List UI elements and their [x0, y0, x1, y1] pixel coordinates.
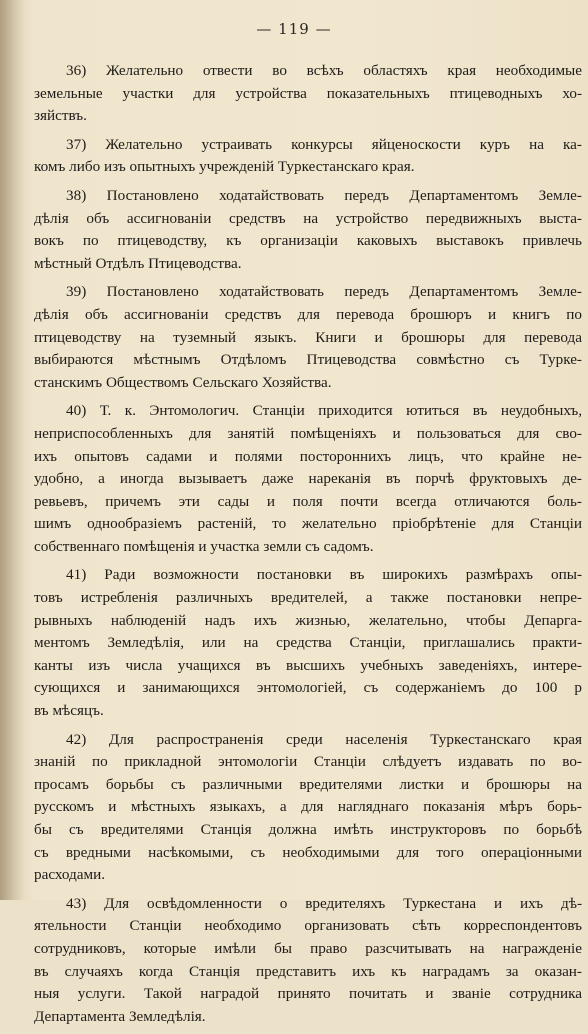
- text-line: вокъ по птицеводству, къ организаціи каковыхъ выставокъ привлечь: [34, 232, 582, 250]
- text-line: расходами.: [34, 866, 106, 884]
- text-line: земельные участки для устройства показательныхъ птицеводныхъ хо-: [34, 84, 582, 102]
- paragraph: [34, 134, 582, 179]
- text-line: въ случаяхъ когда Станція представитъ ихъ къ наградамъ за оказан-: [34, 962, 582, 980]
- text-line: станскимъ Обществомъ Сельскаго Хозяйства.: [34, 373, 332, 391]
- text-line: бы съ вредителями Станція должна имѣть инструкторовъ по борьбѣ: [34, 821, 582, 838]
- text-line: ментомъ Земледѣлія, или на средства Станціи, приглашались практи-: [34, 634, 582, 652]
- text-line: русскомъ и мѣстныхъ языкахъ, а для нагляднаго показанія мѣръ борь-: [34, 798, 582, 816]
- text-line: неприспособленныхъ для занятій помѣщеніяхъ и пользоваться для сво-: [34, 424, 582, 442]
- paragraph: [34, 564, 582, 722]
- paragraph: [34, 185, 582, 275]
- text-line: шимъ однообразіемъ растеній, то желательно пріобрѣтеніе для Станціи: [34, 515, 582, 533]
- text-line: ревьевъ, причемъ эти сады и поля почти всегда отличаются боль-: [34, 492, 582, 510]
- text-line: рывныхъ наблюденій надъ ихъ жизнью, желательно, чтобы Депарга-: [34, 611, 582, 629]
- text-line: 40) Т. к. Энтомологич. Станціи приходится ютиться въ неудобныхъ,: [66, 402, 582, 420]
- page-number: — 119 —: [256, 20, 332, 38]
- paragraph: [34, 60, 582, 128]
- text-line: 41) Ради возможности постановки въ широкихъ размѣрахъ опы-: [66, 566, 582, 584]
- text-line: 36) Желательно отвести во всѣхъ областяхъ края необходимые: [66, 62, 582, 79]
- text-line: ятельности Станціи необходимо организовать сѣть корреспондентовъ: [34, 917, 582, 935]
- text-line: 42) Для распространенія среди населенія Туркестанскаго края: [66, 730, 582, 748]
- text-line: сующихся и занимающихся энтомологіей, съ содержаніемъ до 100 р: [34, 679, 582, 697]
- text-line: мѣстный Отдѣлъ Птицеводства.: [34, 254, 242, 272]
- paragraph: [34, 281, 582, 394]
- paragraph: [34, 893, 582, 1029]
- text-line: сотрудниковъ, которые имѣли бы право разсчитывать на награжденіе: [34, 939, 582, 957]
- text-line: съ вредными насѣкомыми, съ необходимыми для того операціонными: [34, 843, 582, 861]
- text-line: дѣлія объ ассигнованіи средствъ для перевода брошюръ и книгъ по: [34, 305, 582, 323]
- text-line: 38) Постановлено ходатайствовать передъ Департаментомъ Земле-: [66, 186, 582, 204]
- text-line: 43) Для освѣдомленности о вредителяхъ Туркестана и ихъ дѣ-: [66, 894, 582, 912]
- text-line: ныя услуги. Такой наградой принято почитать и званіе сотрудника: [34, 985, 582, 1003]
- text-line: комъ либо изъ опытныхъ учрежденій Туркестанскаго края.: [34, 158, 415, 176]
- text-line: птицеводству на туземный языкъ. Книги и брошюры для перевода: [34, 328, 582, 346]
- text-line: 39) Постановлено ходатайствовать передъ Департаментомъ Земле-: [66, 283, 582, 301]
- text-line: просамъ борьбы съ различными вредителями листки и брошюры на: [34, 775, 582, 793]
- text-line: ихъ опытовъ садами и полями постороннихъ лицъ, что крайне не-: [34, 447, 582, 465]
- text-line: товъ истребленія различныхъ вредителей, а также постановки непре-: [34, 589, 582, 607]
- text-line: дѣлія объ ассигнованіи средствъ на устройство передвижныхъ выста-: [34, 209, 582, 227]
- text-line: Департамента Земледѣлія.: [34, 1007, 206, 1025]
- page-body: [34, 60, 582, 1034]
- text-line: 37) Желательно устраивать конкурсы яйценоскости куръ на ка-: [66, 135, 582, 153]
- text-line: канты изъ числа учащихся въ высшихъ учебныхъ заведеніяхъ, интере-: [34, 656, 582, 674]
- gutter-shadow: [0, 0, 24, 900]
- text-line: собственнаго помѣщенія и участка земли съ садомъ.: [34, 537, 374, 555]
- text-line: удобно, а иногда вызываетъ даже нареканія въ порчѣ фруктовыхъ де-: [34, 470, 582, 488]
- text-line: зяйствъ.: [34, 107, 87, 125]
- text-line: знаній по прикладной энтомологіи Станціи слѣдуетъ издавать по во-: [34, 753, 582, 771]
- paragraph: [34, 729, 582, 887]
- text-line: выбираются мѣстнымъ Отдѣломъ Птицеводства совмѣстно съ Турке-: [34, 351, 582, 369]
- paragraph: [34, 400, 582, 558]
- text-line: въ мѣсяцъ.: [34, 702, 104, 720]
